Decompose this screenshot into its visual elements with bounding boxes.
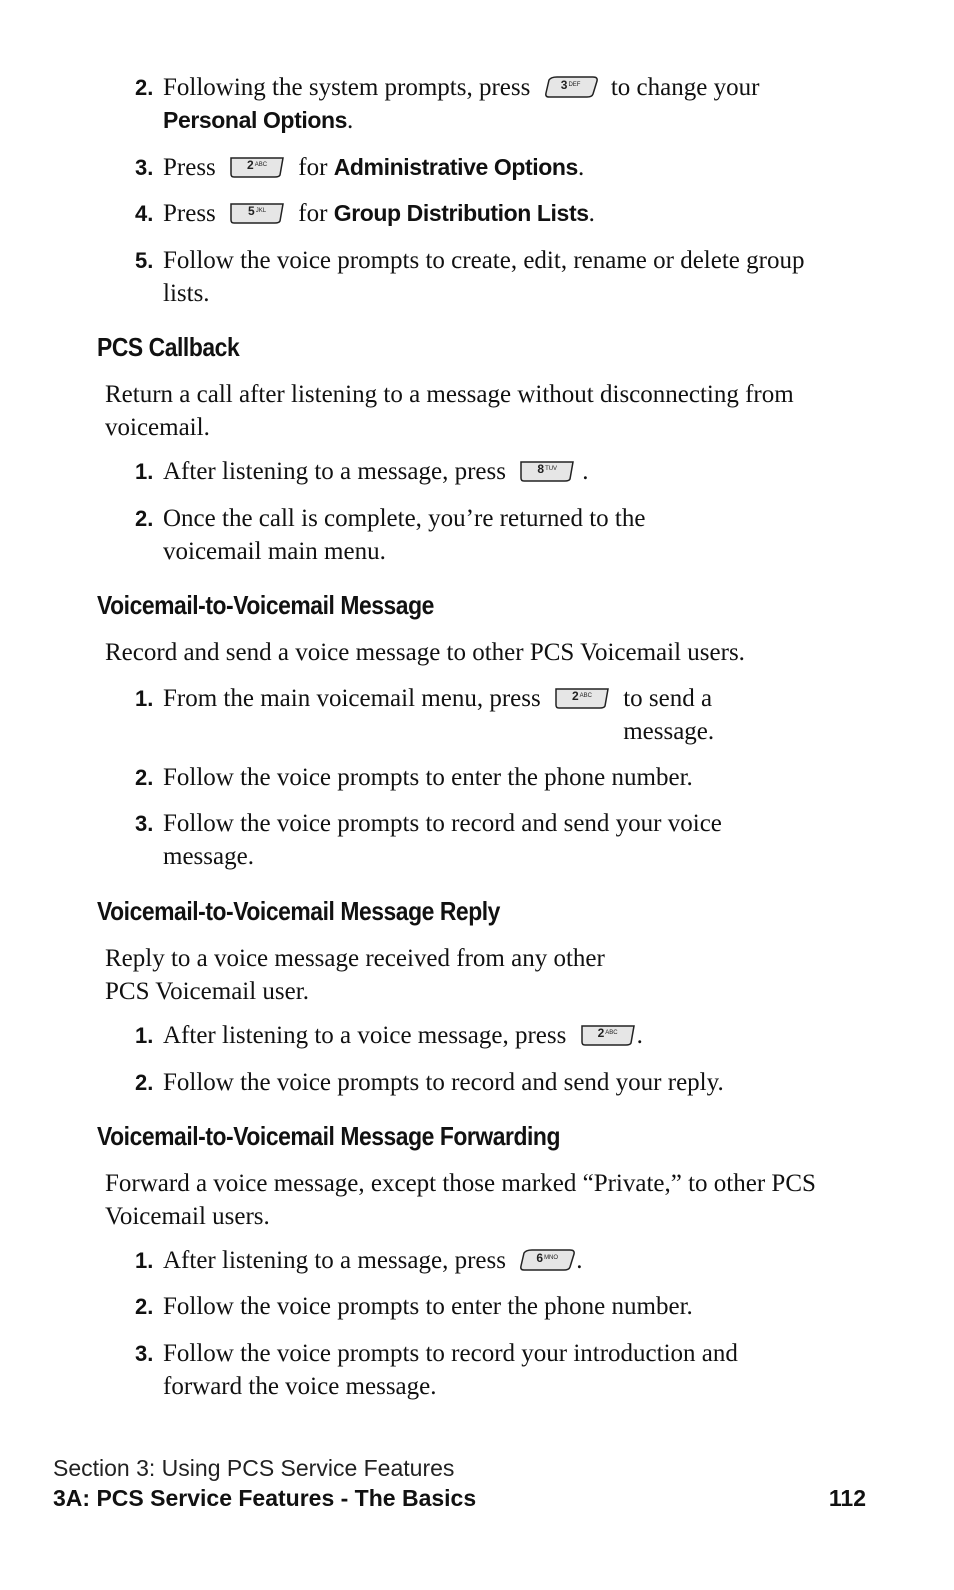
punctuation: . <box>577 154 585 181</box>
step-number: 3. <box>135 155 154 180</box>
vm-message-step-1 <box>135 682 835 748</box>
step-text: for <box>298 154 328 181</box>
section-heading-vm-reply: Voicemail-to-Voicemail Message Reply <box>97 896 500 926</box>
step-5-group-lists <box>135 244 835 310</box>
vm-reply-step-2 <box>135 1066 835 1099</box>
step-number: 3. <box>135 1341 154 1366</box>
step-text: After listening to a message, press <box>163 458 506 485</box>
key-8-tuv-icon: $8^{TUV}$ <box>518 459 576 481</box>
step-number: 1. <box>135 1023 154 1048</box>
footer-chapter-title: 3A: PCS Service Features - The Basics <box>53 1485 477 1511</box>
step-number: 1. <box>135 686 154 711</box>
step-number: 3. <box>135 811 154 836</box>
punctuation: . <box>576 1247 583 1274</box>
section-heading-vm-message: Voicemail-to-Voicemail Message <box>97 590 434 620</box>
step-text: After listening to a voice message, press <box>163 1022 567 1049</box>
vm-forward-step-1 <box>135 1244 835 1277</box>
vm-message-step-3 <box>135 807 835 873</box>
callback-step-2 <box>135 502 835 568</box>
callback-step-1 <box>135 455 835 488</box>
step-number: 1. <box>135 459 154 484</box>
step-number: 2. <box>135 1070 154 1095</box>
step-4-group-distribution-lists <box>135 197 835 230</box>
key-2-abc-icon: $2^{ABC}$ <box>228 155 286 177</box>
section-intro: Forward a voice message, except those marked “Private,” to other PCS Voicemail users. <box>105 1170 816 1230</box>
step-number: 1. <box>135 1248 154 1273</box>
vm-reply-step-1 <box>135 1019 835 1052</box>
punctuation: . <box>636 1022 643 1049</box>
vm-forward-step-3 <box>135 1337 835 1403</box>
section-intro <box>105 942 825 1008</box>
step-text: Follow the voice prompts to record your introduction and forward the voice message. <box>163 1340 738 1400</box>
step-text: to send a message. <box>623 685 715 745</box>
key-6-mno-icon: $6^{MNO}$ <box>518 1248 576 1270</box>
key-2-abc-icon: $2^{ABC}$ <box>553 686 611 708</box>
step-text: to change your <box>610 74 760 101</box>
step-text: Follow the voice prompts to record and send your voice message. <box>163 810 722 870</box>
step-text: Once the call is complete, you’re returned to the voicemail main menu. <box>163 505 646 565</box>
step-text: Press <box>163 200 216 227</box>
footer-section-title: Section 3: Using PCS Service Features <box>53 1455 455 1481</box>
step-text: Follow the voice prompts to enter the phone number. <box>163 1293 693 1320</box>
step-text: After listening to a message, press <box>163 1247 506 1274</box>
section-heading-vm-forwarding: Voicemail-to-Voicemail Message Forwarding <box>97 1121 560 1151</box>
step-number: 4. <box>135 201 154 226</box>
intro-line: Reply to a voice message received from any other <box>105 945 605 972</box>
step-number: 2. <box>135 765 154 790</box>
punctuation: . <box>347 107 354 134</box>
step-number: 5. <box>135 248 154 273</box>
menu-option-name: Personal Options <box>163 107 348 133</box>
section-heading-pcs-callback: PCS Callback <box>97 332 240 362</box>
step-text: Press <box>163 154 216 181</box>
section-intro: Record and send a voice message to other PCS Voicemail users. <box>105 639 745 666</box>
step-text: Follow the voice prompts to enter the phone number. <box>163 764 693 791</box>
step-2-personal-options <box>135 71 835 137</box>
key-5-jkl-icon: $5^{JKL}$ <box>228 201 286 223</box>
menu-option-name: Group Distribution Lists <box>333 200 589 226</box>
step-text: Follow the voice prompts to create, edit, rename or delete group lists. <box>163 247 805 307</box>
step-number: 2. <box>135 75 154 100</box>
intro-line: PCS Voicemail user. <box>105 978 309 1005</box>
step-text: for <box>298 200 328 227</box>
vm-message-step-2 <box>135 761 835 794</box>
section-intro: Return a call after listening to a message without disconnecting from voicemail. <box>105 381 794 441</box>
punctuation: . <box>588 200 595 227</box>
key-2-abc-icon: $2^{ABC}$ <box>579 1023 637 1045</box>
step-number: 2. <box>135 1294 154 1319</box>
punctuation: . <box>582 458 589 485</box>
page-number: 112 <box>828 1485 866 1511</box>
step-number: 2. <box>135 506 154 531</box>
step-text: Follow the voice prompts to record and send your reply. <box>163 1069 724 1096</box>
key-3-def-icon: $3^{DEF}$ <box>543 75 599 97</box>
step-text: Following the system prompts, press <box>163 74 531 101</box>
menu-option-name: Administrative Options <box>333 154 578 180</box>
step-text: From the main voicemail menu, press <box>163 685 541 712</box>
step-3-administrative-options <box>135 151 835 184</box>
vm-forward-step-2 <box>135 1290 835 1323</box>
